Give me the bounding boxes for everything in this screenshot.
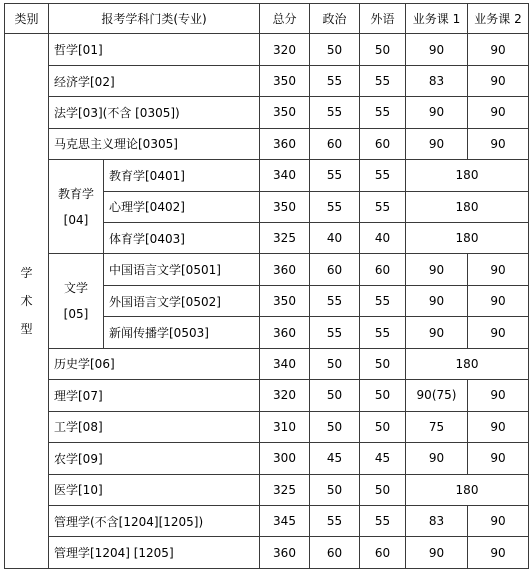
course-merged-cell: 180 bbox=[406, 191, 529, 222]
subject-cell: 工学[08] bbox=[49, 411, 260, 442]
total-cell: 360 bbox=[260, 537, 310, 569]
table-row bbox=[5, 128, 529, 159]
subject-cell: 马克思主义理论[0305] bbox=[49, 128, 260, 159]
politics-cell: 50 bbox=[310, 380, 360, 411]
course1-cell: 90 bbox=[406, 285, 468, 316]
total-cell: 340 bbox=[260, 348, 310, 379]
language-cell: 50 bbox=[360, 348, 406, 379]
table-row bbox=[5, 160, 529, 191]
course2-cell: 90 bbox=[468, 443, 529, 474]
politics-cell: 40 bbox=[310, 223, 360, 254]
subject-cell: 新闻传播学[0503] bbox=[104, 317, 260, 348]
politics-cell: 55 bbox=[310, 505, 360, 536]
language-cell: 45 bbox=[360, 443, 406, 474]
course1-cell: 90 bbox=[406, 34, 468, 65]
politics-cell: 50 bbox=[310, 34, 360, 65]
header-politics: 政治 bbox=[310, 4, 360, 34]
language-cell: 60 bbox=[360, 537, 406, 569]
course1-cell: 90 bbox=[406, 317, 468, 348]
header-subject: 报考学科门类(专业) bbox=[49, 4, 260, 34]
course-merged-cell: 180 bbox=[406, 223, 529, 254]
language-cell: 40 bbox=[360, 223, 406, 254]
politics-cell: 60 bbox=[310, 537, 360, 569]
course2-cell: 90 bbox=[468, 411, 529, 442]
course2-cell: 90 bbox=[468, 317, 529, 348]
course1-cell: 83 bbox=[406, 65, 468, 96]
total-cell: 325 bbox=[260, 474, 310, 505]
politics-cell: 55 bbox=[310, 191, 360, 222]
total-cell: 300 bbox=[260, 443, 310, 474]
course-merged-cell: 180 bbox=[406, 348, 529, 379]
subject-cell: 法学[03](不含 [0305]) bbox=[49, 97, 260, 128]
table-row bbox=[5, 474, 529, 505]
language-cell: 55 bbox=[360, 191, 406, 222]
total-cell: 350 bbox=[260, 285, 310, 316]
course1-cell: 83 bbox=[406, 505, 468, 536]
course2-cell: 90 bbox=[468, 380, 529, 411]
category-char: 术 bbox=[20, 294, 33, 309]
group-literature bbox=[49, 254, 104, 348]
total-cell: 350 bbox=[260, 191, 310, 222]
total-cell: 350 bbox=[260, 97, 310, 128]
total-cell: 360 bbox=[260, 254, 310, 285]
course2-cell: 90 bbox=[468, 65, 529, 96]
table-row bbox=[5, 254, 529, 285]
table-row bbox=[5, 97, 529, 128]
course1-cell: 90 bbox=[406, 254, 468, 285]
header-course1: 业务课 1 bbox=[406, 4, 468, 34]
table-row bbox=[5, 505, 529, 536]
score-table bbox=[4, 3, 529, 569]
language-cell: 60 bbox=[360, 254, 406, 285]
politics-cell: 55 bbox=[310, 285, 360, 316]
subject-cell: 管理学[1204] [1205] bbox=[49, 537, 260, 569]
course-merged-cell: 180 bbox=[406, 474, 529, 505]
subject-cell: 心理学[0402] bbox=[104, 191, 260, 222]
total-cell: 310 bbox=[260, 411, 310, 442]
course2-cell: 90 bbox=[468, 537, 529, 569]
subject-cell: 理学[07] bbox=[49, 380, 260, 411]
language-cell: 55 bbox=[360, 160, 406, 191]
subject-cell: 医学[10] bbox=[49, 474, 260, 505]
subject-cell: 外国语言文学[0502] bbox=[104, 285, 260, 316]
language-cell: 50 bbox=[360, 380, 406, 411]
group-code: [04] bbox=[63, 212, 89, 227]
politics-cell: 50 bbox=[310, 474, 360, 505]
course2-cell: 90 bbox=[468, 34, 529, 65]
group-label: 教育学 bbox=[57, 186, 94, 201]
language-cell: 60 bbox=[360, 128, 406, 159]
header-course2: 业务课 2 bbox=[468, 4, 529, 34]
subject-cell: 体育学[0403] bbox=[104, 223, 260, 254]
language-cell: 55 bbox=[360, 65, 406, 96]
course2-cell: 90 bbox=[468, 128, 529, 159]
course2-cell: 90 bbox=[468, 97, 529, 128]
total-cell: 320 bbox=[260, 380, 310, 411]
language-cell: 50 bbox=[360, 411, 406, 442]
course-merged-cell: 180 bbox=[406, 160, 529, 191]
category-char: 型 bbox=[20, 322, 33, 337]
politics-cell: 50 bbox=[310, 411, 360, 442]
total-cell: 350 bbox=[260, 65, 310, 96]
language-cell: 55 bbox=[360, 285, 406, 316]
politics-cell: 50 bbox=[310, 348, 360, 379]
language-cell: 55 bbox=[360, 317, 406, 348]
politics-cell: 45 bbox=[310, 443, 360, 474]
course1-cell: 90(75) bbox=[406, 380, 468, 411]
subject-cell: 哲学[01] bbox=[49, 34, 260, 65]
language-cell: 55 bbox=[360, 505, 406, 536]
course1-cell: 90 bbox=[406, 443, 468, 474]
total-cell: 345 bbox=[260, 505, 310, 536]
group-education bbox=[49, 160, 104, 254]
politics-cell: 55 bbox=[310, 160, 360, 191]
header-language: 外语 bbox=[360, 4, 406, 34]
course1-cell: 90 bbox=[406, 97, 468, 128]
table-row bbox=[5, 65, 529, 96]
total-cell: 360 bbox=[260, 317, 310, 348]
category-char: 学 bbox=[20, 266, 33, 281]
subject-cell: 农学[09] bbox=[49, 443, 260, 474]
total-cell: 360 bbox=[260, 128, 310, 159]
language-cell: 50 bbox=[360, 34, 406, 65]
course1-cell: 90 bbox=[406, 128, 468, 159]
total-cell: 325 bbox=[260, 223, 310, 254]
total-cell: 340 bbox=[260, 160, 310, 191]
subject-cell: 管理学(不含[1204][1205]) bbox=[49, 505, 260, 536]
header-category: 类别 bbox=[5, 4, 49, 34]
table-row bbox=[5, 411, 529, 442]
course1-cell: 90 bbox=[406, 537, 468, 569]
subject-cell: 经济学[02] bbox=[49, 65, 260, 96]
course2-cell: 90 bbox=[468, 254, 529, 285]
header-total: 总分 bbox=[260, 4, 310, 34]
category-academic bbox=[5, 34, 49, 569]
table-row bbox=[5, 380, 529, 411]
group-label: 文学 bbox=[63, 281, 88, 296]
table-row bbox=[5, 443, 529, 474]
table-row bbox=[5, 537, 529, 569]
subject-cell: 教育学[0401] bbox=[104, 160, 260, 191]
subject-cell: 中国语言文学[0501] bbox=[104, 254, 260, 285]
course1-cell: 75 bbox=[406, 411, 468, 442]
table-row bbox=[5, 34, 529, 65]
politics-cell: 55 bbox=[310, 65, 360, 96]
group-code: [05] bbox=[63, 307, 89, 322]
header-row bbox=[5, 4, 529, 34]
language-cell: 55 bbox=[360, 97, 406, 128]
course2-cell: 90 bbox=[468, 285, 529, 316]
politics-cell: 60 bbox=[310, 128, 360, 159]
politics-cell: 60 bbox=[310, 254, 360, 285]
table-row bbox=[5, 348, 529, 379]
politics-cell: 55 bbox=[310, 97, 360, 128]
language-cell: 50 bbox=[360, 474, 406, 505]
subject-cell: 历史学[06] bbox=[49, 348, 260, 379]
total-cell: 320 bbox=[260, 34, 310, 65]
politics-cell: 55 bbox=[310, 317, 360, 348]
course2-cell: 90 bbox=[468, 505, 529, 536]
